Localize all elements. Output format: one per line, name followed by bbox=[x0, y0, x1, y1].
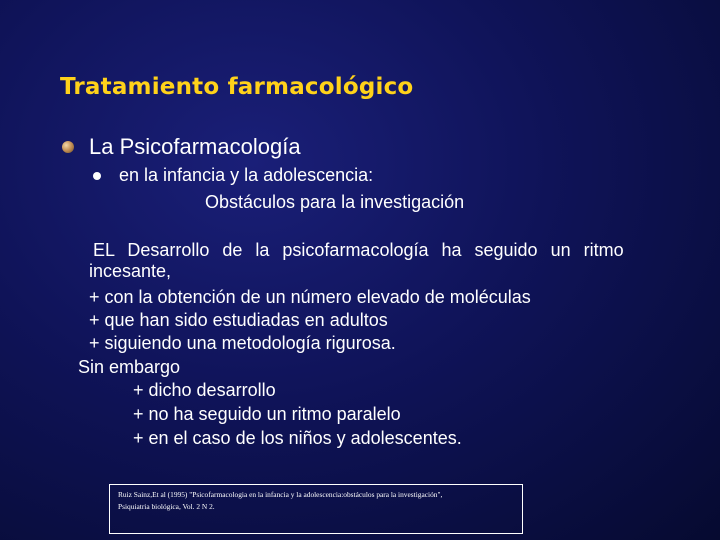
body-line: EL Desarrollo de la psicofarmacología ha seguido un ritmo bbox=[93, 240, 624, 260]
body-line: + con la obtención de un número elevado de moléculas bbox=[89, 287, 531, 307]
bullet-text: La Psicofarmacología bbox=[89, 134, 301, 159]
reference-line: Psiquiatria biológica, Vol. 2 N 2. bbox=[118, 502, 215, 511]
sub-bullet-text: en la infancia y la adolescencia: bbox=[119, 165, 374, 185]
bullet-icon bbox=[62, 141, 74, 153]
body-line: Sin embargo bbox=[78, 357, 181, 377]
sub-bullet-icon bbox=[93, 172, 101, 180]
body-line: + siguiendo una metodología rigurosa. bbox=[89, 333, 396, 353]
reference-box bbox=[109, 484, 523, 534]
body-line: + dicho desarrollo bbox=[133, 380, 276, 400]
slide-title: Tratamiento farmacológico bbox=[60, 74, 414, 100]
body-line: + que han sido estudiadas en adultos bbox=[89, 310, 388, 330]
reference-line: Ruiz Sainz,Et al (1995) "Psicofarmacologia en la infancia y la adolescencia:obstáculos para la investigación", bbox=[118, 490, 443, 499]
sub-bullet-continuation: Obstáculos para la investigación bbox=[205, 192, 465, 212]
body-line: incesante, bbox=[89, 261, 172, 281]
body-line: + no ha seguido un ritmo paralelo bbox=[133, 404, 401, 424]
body-line: + en el caso de los niños y adolescentes. bbox=[133, 428, 462, 448]
